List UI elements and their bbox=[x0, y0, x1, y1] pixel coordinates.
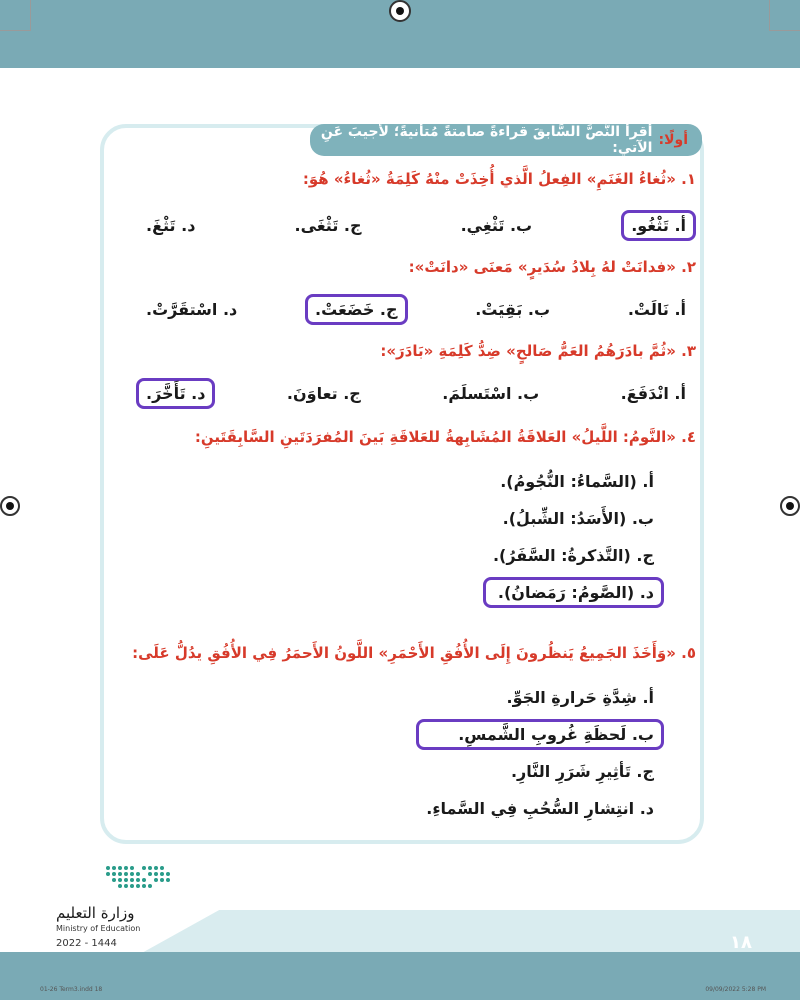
edition-year: 2022 - 1444 bbox=[56, 938, 117, 949]
option-3d[interactable]: د. تَأَخَّرَ. bbox=[136, 378, 215, 409]
question-1: ١. «ثُغاءُ الغَنَمِ» الفِعلُ الَّذي أُخِذَتْ منْهُ كَلِمَةُ «ثُغاءُ» هُوَ: bbox=[302, 170, 696, 188]
option-4b[interactable]: ب. (الأَسَدُ: الشِّبلُ). bbox=[502, 509, 654, 528]
option-2b[interactable]: ب. بَقِيَتْ. bbox=[475, 300, 551, 319]
instruction-text: أقرأُ النَّصَّ السَّابقَ قراءةً صامتةً مُتأنيةً؛ لأُجيبَ عَنِ الآتي: bbox=[320, 124, 653, 156]
option-5b[interactable]: ب. لَحظَةِ غُروبِ الشَّمسِ. bbox=[416, 719, 664, 750]
options-row-3 bbox=[136, 378, 696, 409]
registration-mark-icon bbox=[780, 496, 800, 516]
options-col-4 bbox=[483, 466, 664, 608]
option-2d[interactable]: د. اسْتقَرَّتْ. bbox=[146, 300, 238, 319]
option-1d[interactable]: د. تَثْغَ. bbox=[146, 216, 196, 235]
options-col-5 bbox=[416, 682, 664, 824]
option-3a[interactable]: أ. انْدَفَعَ. bbox=[620, 384, 686, 403]
option-3c[interactable]: ج. تعاوَنَ. bbox=[286, 384, 361, 403]
option-2a[interactable]: أ. نَالَتْ. bbox=[627, 300, 686, 319]
question-5: ٥. «وَأَخَذَ الجَمِيعُ يَنظُرونَ إِلَى الأُفُقِ الأَحْمَرِ» اللَّونُ الأَحمَرُ فِي الأُفُقِ يدُلُّ عَلَى: bbox=[132, 644, 696, 662]
registration-mark-icon bbox=[0, 496, 20, 516]
print-slug-date: 09/09/2022 5:28 PM bbox=[705, 986, 766, 993]
instruction-banner bbox=[310, 124, 702, 156]
option-1a[interactable]: أ. تَثْغُو. bbox=[621, 210, 696, 241]
option-4a[interactable]: أ. (السَّماءُ: النُّجُومُ). bbox=[500, 472, 654, 491]
option-1c[interactable]: ج. تَثْغَى. bbox=[294, 216, 362, 235]
options-row-1 bbox=[136, 210, 696, 241]
footer-shape bbox=[140, 910, 800, 954]
option-3b[interactable]: ب. اسْتَسلَمَ. bbox=[442, 384, 540, 403]
option-5a[interactable]: أ. شِدَّةِ حَرارةِ الجَوِّ. bbox=[506, 688, 654, 707]
question-4: ٤. «النَّومُ: اللَّيلُ» العَلاقَةُ المُشَابِهةُ للعَلاقَةِ بَينَ المُفرَدَتَينِ السَّابِقَتَينِ: bbox=[194, 428, 696, 446]
option-1b[interactable]: ب. تَثْغِي. bbox=[460, 216, 533, 235]
ministry-name-en: Ministry of Education bbox=[56, 924, 141, 933]
ministry-name-ar: وزارة التعليم bbox=[56, 904, 135, 922]
ministry-logo bbox=[56, 862, 174, 949]
option-4d[interactable]: د. (الصَّومُ: رَمَضانُ). bbox=[483, 577, 664, 608]
option-5d[interactable]: د. انتِشارِ السُّحُبِ فِي السَّماءِ. bbox=[426, 799, 654, 818]
registration-mark-icon bbox=[389, 0, 411, 22]
instruction-lead: أولًا: bbox=[658, 132, 688, 148]
page-number: ١٨ bbox=[730, 932, 752, 953]
question-2: ٢. «فدانَتْ لهُ بِلادُ سُدَيرٍ» مَعنَى «دانَتْ»: bbox=[408, 258, 696, 276]
option-2c[interactable]: ج. خَضَعَتْ. bbox=[305, 294, 408, 325]
crop-mark-icon bbox=[0, 0, 31, 31]
options-row-2 bbox=[136, 294, 696, 325]
question-3: ٣. «ثُمَّ بادَرَهُمُ العَمُّ صَالحٍ» ضِدُّ كَلِمَةِ «بَادَرَ»: bbox=[380, 342, 696, 360]
crop-mark-icon bbox=[769, 0, 800, 31]
print-slug-file: 01-26 Term3.indd 18 bbox=[40, 986, 103, 993]
footer-band bbox=[0, 952, 800, 1000]
option-4c[interactable]: ج. (التَّذكرةُ: السَّفَرُ). bbox=[492, 546, 654, 565]
ministry-logo-icon bbox=[102, 862, 174, 898]
option-5c[interactable]: ج. تَأثِيرِ شَرَرِ النَّارِ. bbox=[510, 762, 654, 781]
